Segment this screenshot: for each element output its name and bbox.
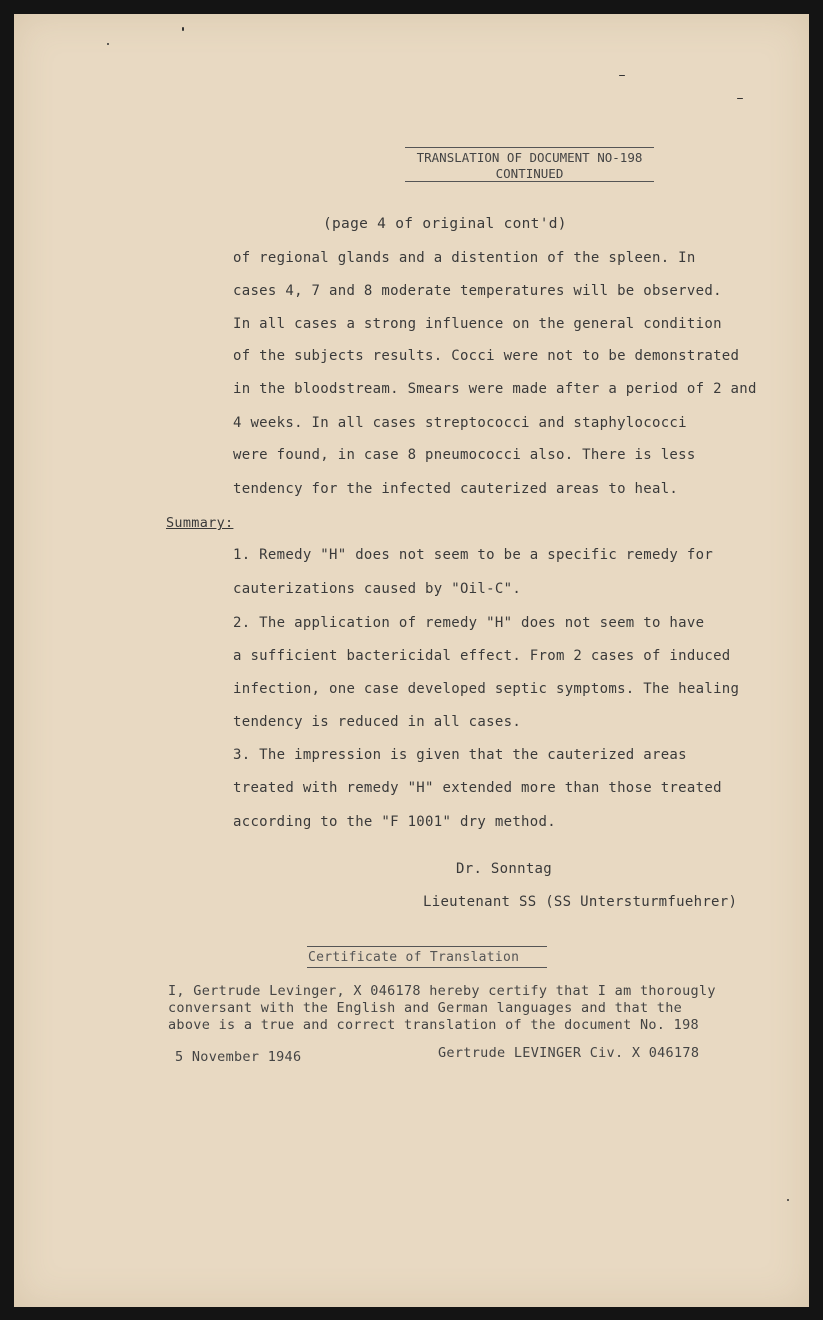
certificate-line: conversant with the English and German languages and that the bbox=[168, 1000, 683, 1016]
certificate-line: I, Gertrude Levinger, X 046178 hereby certify that I am thorougly bbox=[168, 983, 716, 999]
summary-line: 1. Remedy "H" does not seem to be a specific remedy for bbox=[233, 547, 714, 563]
summary-line: treated with remedy "H" extended more than those treated bbox=[233, 780, 722, 796]
certificate-top-rule bbox=[307, 946, 547, 947]
body-line: tendency for the infected cauterized areas to heal. bbox=[233, 481, 679, 497]
body-line: of the subjects results. Cocci were not to be demonstrated bbox=[233, 348, 740, 364]
paper-speck bbox=[182, 27, 184, 31]
body-line: 4 weeks. In all cases streptococci and staphylococci bbox=[233, 415, 687, 431]
summary-line: infection, one case developed septic symptoms. The healing bbox=[233, 681, 740, 697]
summary-line: according to the "F 1001" dry method. bbox=[233, 814, 556, 830]
heading-subtitle: CONTINUED bbox=[495, 166, 564, 181]
signature-name: Dr. Sonntag bbox=[456, 861, 553, 877]
certificate-title: Certificate of Translation bbox=[308, 950, 520, 965]
summary-line: 2. The application of remedy "H" does not seem to have bbox=[233, 615, 705, 631]
body-line: were found, in case 8 pneumococci also. There is less bbox=[233, 447, 696, 463]
summary-line: tendency is reduced in all cases. bbox=[233, 714, 522, 730]
body-line: cases 4, 7 and 8 moderate temperatures will be observed. bbox=[233, 283, 722, 299]
paper-speck bbox=[107, 43, 109, 45]
summary-line: a sufficient bactericidal effect. From 2 cases of induced bbox=[233, 648, 731, 664]
document-heading bbox=[405, 150, 654, 182]
page-reference: (page 4 of original cont'd) bbox=[323, 216, 567, 232]
certificate-signer: Gertrude LEVINGER Civ. X 046178 bbox=[438, 1045, 700, 1061]
paper-speck bbox=[737, 98, 743, 99]
summary-line: 3. The impression is given that the cauterized areas bbox=[233, 747, 687, 763]
certificate-date: 5 November 1946 bbox=[175, 1049, 302, 1065]
paper-speck bbox=[619, 75, 625, 76]
body-line: in the bloodstream. Smears were made after a period of 2 and bbox=[233, 381, 757, 397]
signature-rank: Lieutenant SS (SS Untersturmfuehrer) bbox=[423, 894, 738, 910]
certificate-line: above is a true and correct translation of the document No. 198 bbox=[168, 1017, 699, 1033]
body-line: In all cases a strong influence on the general condition bbox=[233, 316, 722, 332]
summary-label: Summary: bbox=[166, 515, 234, 531]
body-line: of regional glands and a distention of the spleen. In bbox=[233, 250, 696, 266]
summary-line: cauterizations caused by "Oil-C". bbox=[233, 581, 522, 597]
heading-top-rule bbox=[405, 147, 654, 148]
heading-title: TRANSLATION OF DOCUMENT NO-198 bbox=[416, 150, 643, 165]
document-page bbox=[14, 14, 809, 1307]
heading-bottom-rule bbox=[405, 181, 654, 182]
certificate-bottom-rule bbox=[307, 967, 547, 968]
paper-speck bbox=[787, 1199, 789, 1201]
